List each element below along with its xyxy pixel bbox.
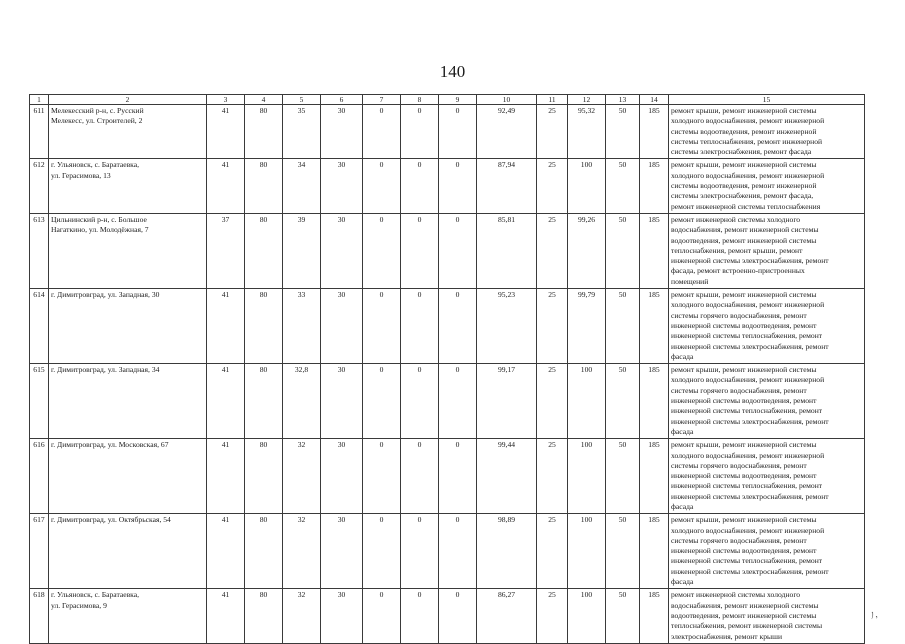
works-line: системы горячего водоснабжения, ремонт (671, 460, 807, 470)
works-cell (669, 364, 865, 439)
value-cell-4: 80 (245, 105, 283, 159)
value-cell-11: 25 (537, 105, 568, 159)
value-cell-6: 30 (321, 213, 363, 288)
column-number: 12 (568, 95, 606, 105)
address-line: г. Димитровград, ул. Западная, 30 (51, 290, 160, 300)
works-line: холодного водоснабжения, ремонт инженерной (671, 450, 825, 460)
works-line: системы теплоснабжения, ремонт инженерной (671, 136, 823, 146)
value-cell-14: 185 (640, 364, 669, 439)
works-cell (669, 439, 865, 514)
address-line: ул. Герасимова, 9 (51, 600, 107, 610)
value-cell-12: 100 (568, 514, 606, 589)
value-cell-9: 0 (439, 289, 477, 364)
address-line: Мелекесский р-н, с. Русский (51, 106, 144, 115)
value-cell-10: 99,17 (477, 364, 537, 439)
value-cell-6: 30 (321, 105, 363, 159)
works-line: системы горячего водоснабжения, ремонт (671, 310, 807, 320)
value-cell-5: 32 (283, 589, 321, 644)
address-cell (49, 589, 207, 644)
table-row (30, 105, 865, 159)
value-cell-8: 0 (401, 159, 439, 213)
value-cell-13: 50 (606, 364, 640, 439)
value-cell-11: 25 (537, 364, 568, 439)
works-cell (669, 159, 865, 213)
registry-table (29, 94, 865, 644)
table-row (30, 159, 865, 213)
table-row (30, 589, 865, 644)
value-cell-6: 30 (321, 514, 363, 589)
table-row (30, 439, 865, 514)
value-cell-7: 0 (363, 439, 401, 514)
value-cell-5: 32,8 (283, 364, 321, 439)
value-cell-7: 0 (363, 105, 401, 159)
address-line: г. Ульяновск, с. Баратаевка, (51, 590, 140, 600)
value-cell-14: 185 (640, 159, 669, 213)
value-cell-6: 30 (321, 289, 363, 364)
works-cell (669, 213, 865, 288)
works-line: ремонт крыши, ремонт инженерной системы (671, 290, 817, 300)
column-number: 3 (207, 95, 245, 105)
works-line: ремонт инженерной системы холодного (671, 590, 801, 600)
value-cell-9: 0 (439, 105, 477, 159)
value-cell-3: 41 (207, 514, 245, 589)
works-line: системы горячего водоснабжения, ремонт (671, 385, 807, 395)
value-cell-14: 185 (640, 589, 669, 644)
works-line: системы водоотведения, ремонт инженерной (671, 126, 817, 136)
table-row (30, 289, 865, 364)
value-cell-5: 35 (283, 105, 321, 159)
column-number: 6 (321, 95, 363, 105)
value-cell-11: 25 (537, 514, 568, 589)
column-number: 1 (30, 95, 49, 105)
value-cell-9: 0 (439, 159, 477, 213)
value-cell-4: 80 (245, 364, 283, 439)
value-cell-8: 0 (401, 289, 439, 364)
works-line: ремонт крыши, ремонт инженерной системы (671, 160, 817, 170)
column-number: 10 (477, 95, 537, 105)
value-cell-10: 92,49 (477, 105, 537, 159)
page-number: 140 (439, 62, 466, 81)
value-cell-3: 41 (207, 364, 245, 439)
works-line: электроснабжения, ремонт крыши (671, 631, 783, 641)
works-line: холодного водоснабжения, ремонт инженерной (671, 375, 825, 385)
column-number: 7 (363, 95, 401, 105)
column-number: 9 (439, 95, 477, 105)
value-cell-7: 0 (363, 589, 401, 644)
value-cell-8: 0 (401, 514, 439, 589)
works-line: ремонт крыши, ремонт инженерной системы (671, 106, 817, 115)
value-cell-3: 37 (207, 213, 245, 288)
works-line: ремонт крыши, ремонт инженерной системы (671, 365, 817, 375)
value-cell-7: 0 (363, 159, 401, 213)
value-cell-13: 50 (606, 589, 640, 644)
works-line: ремонт крыши, ремонт инженерной системы (671, 515, 817, 525)
column-number: 14 (640, 95, 669, 105)
value-cell-5: 39 (283, 213, 321, 288)
value-cell-5: 32 (283, 439, 321, 514)
address-cell (49, 213, 207, 288)
value-cell-12: 95,32 (568, 105, 606, 159)
works-line: ремонт инженерной системы теплоснабжения (671, 201, 821, 211)
works-line: системы водоотведения, ремонт инженерной (671, 181, 817, 191)
row-number: 614 (30, 289, 49, 364)
value-cell-3: 41 (207, 289, 245, 364)
address-line: ул. Герасимова, 13 (51, 170, 111, 180)
address-line: Цильнинский р-н, с. Большое (51, 214, 147, 224)
column-number: 2 (49, 95, 207, 105)
value-cell-9: 0 (439, 514, 477, 589)
works-line: системы горячего водоснабжения, ремонт (671, 535, 807, 545)
address-cell (49, 289, 207, 364)
row-number: 616 (30, 439, 49, 514)
works-line: водоснабжения, ремонт инженерной системы (671, 225, 819, 235)
works-cell (669, 105, 865, 159)
value-cell-4: 80 (245, 439, 283, 514)
value-cell-13: 50 (606, 289, 640, 364)
works-line: системы электроснабжения, ремонт фасада (671, 147, 812, 157)
value-cell-14: 185 (640, 105, 669, 159)
table-row (30, 364, 865, 439)
value-cell-4: 80 (245, 159, 283, 213)
works-line: инженерной системы водоотведения, ремонт (671, 396, 817, 406)
works-line: инженерной системы электроснабжения, ремонт (671, 566, 829, 576)
column-number: 5 (283, 95, 321, 105)
table-row (30, 514, 865, 589)
value-cell-6: 30 (321, 364, 363, 439)
value-cell-7: 0 (363, 213, 401, 288)
works-line: фасада, ремонт встроенно-пристроенных (671, 266, 805, 276)
column-number-row (30, 95, 865, 105)
value-cell-4: 80 (245, 514, 283, 589)
table-row (30, 213, 865, 288)
works-line: инженерной системы теплоснабжения, ремонт (671, 556, 823, 566)
works-line: теплоснабжения, ремонт инженерной системы (671, 621, 823, 631)
address-line: г. Димитровград, ул. Октябрьская, 54 (51, 515, 171, 525)
works-line: инженерной системы теплоснабжения, ремонт (671, 481, 823, 491)
works-line: водоотведения, ремонт инженерной системы (671, 610, 817, 620)
value-cell-6: 30 (321, 589, 363, 644)
works-line: фасада (671, 501, 694, 511)
address-cell (49, 159, 207, 213)
value-cell-8: 0 (401, 105, 439, 159)
works-line: ремонт инженерной системы холодного (671, 214, 801, 224)
value-cell-4: 80 (245, 213, 283, 288)
value-cell-3: 41 (207, 439, 245, 514)
value-cell-5: 33 (283, 289, 321, 364)
value-cell-14: 185 (640, 514, 669, 589)
works-line: системы электроснабжения, ремонт фасада, (671, 191, 814, 201)
address-cell (49, 364, 207, 439)
value-cell-11: 25 (537, 439, 568, 514)
value-cell-14: 185 (640, 289, 669, 364)
row-number: 611 (30, 105, 49, 159)
value-cell-11: 25 (537, 213, 568, 288)
handwritten-mark: ﾉ, (868, 609, 879, 621)
value-cell-3: 41 (207, 105, 245, 159)
works-line: помещений (671, 276, 709, 286)
value-cell-4: 80 (245, 289, 283, 364)
column-number: 15 (669, 95, 865, 105)
value-cell-13: 50 (606, 213, 640, 288)
column-number: 13 (606, 95, 640, 105)
works-cell (669, 514, 865, 589)
address-cell (49, 514, 207, 589)
column-number: 8 (401, 95, 439, 105)
works-cell (669, 589, 865, 644)
works-line: водоотведения, ремонт инженерной системы (671, 235, 817, 245)
value-cell-4: 80 (245, 589, 283, 644)
works-line: фасада (671, 577, 694, 587)
column-number: 11 (537, 95, 568, 105)
value-cell-10: 87,94 (477, 159, 537, 213)
works-line: фасада (671, 426, 694, 436)
value-cell-12: 100 (568, 589, 606, 644)
value-cell-13: 50 (606, 159, 640, 213)
works-line: инженерной системы водоотведения, ремонт (671, 320, 817, 330)
works-line: водоснабжения, ремонт инженерной системы (671, 600, 819, 610)
address-line: г. Ульяновск, с. Баратаевка, (51, 160, 140, 170)
row-number: 617 (30, 514, 49, 589)
value-cell-13: 50 (606, 105, 640, 159)
value-cell-8: 0 (401, 364, 439, 439)
value-cell-13: 50 (606, 439, 640, 514)
row-number: 615 (30, 364, 49, 439)
value-cell-12: 100 (568, 159, 606, 213)
value-cell-12: 100 (568, 364, 606, 439)
works-line: холодного водоснабжения, ремонт инженерной (671, 116, 825, 126)
works-line: ремонт крыши, ремонт инженерной системы (671, 440, 817, 450)
row-number: 612 (30, 159, 49, 213)
works-line: инженерной системы теплоснабжения, ремонт (671, 331, 823, 341)
value-cell-14: 185 (640, 213, 669, 288)
value-cell-11: 25 (537, 589, 568, 644)
works-line: инженерной системы электроснабжения, ремонт (671, 341, 829, 351)
address-line: г. Димитровград, ул. Западная, 34 (51, 365, 160, 375)
works-line: теплоснабжения, ремонт крыши, ремонт (671, 245, 803, 255)
works-line: холодного водоснабжения, ремонт инженерной (671, 170, 825, 180)
value-cell-7: 0 (363, 364, 401, 439)
value-cell-12: 100 (568, 439, 606, 514)
value-cell-10: 85,81 (477, 213, 537, 288)
value-cell-11: 25 (537, 159, 568, 213)
value-cell-9: 0 (439, 589, 477, 644)
works-line: инженерной системы электроснабжения, ремонт (671, 256, 829, 266)
value-cell-10: 86,27 (477, 589, 537, 644)
value-cell-9: 0 (439, 213, 477, 288)
value-cell-3: 41 (207, 159, 245, 213)
value-cell-8: 0 (401, 213, 439, 288)
value-cell-12: 99,26 (568, 213, 606, 288)
value-cell-6: 30 (321, 159, 363, 213)
works-line: холодного водоснабжения, ремонт инженерной (671, 525, 825, 535)
address-line: г. Димитровград, ул. Московская, 67 (51, 440, 169, 450)
value-cell-12: 99,79 (568, 289, 606, 364)
value-cell-5: 32 (283, 514, 321, 589)
works-line: инженерной системы электроснабжения, ремонт (671, 491, 829, 501)
value-cell-9: 0 (439, 364, 477, 439)
value-cell-5: 34 (283, 159, 321, 213)
works-line: инженерной системы водоотведения, ремонт (671, 471, 817, 481)
value-cell-8: 0 (401, 439, 439, 514)
works-line: холодного водоснабжения, ремонт инженерной (671, 300, 825, 310)
value-cell-10: 95,23 (477, 289, 537, 364)
value-cell-7: 0 (363, 514, 401, 589)
works-line: фасада (671, 351, 694, 361)
value-cell-13: 50 (606, 514, 640, 589)
works-line: инженерной системы электроснабжения, ремонт (671, 416, 829, 426)
value-cell-10: 99,44 (477, 439, 537, 514)
value-cell-11: 25 (537, 289, 568, 364)
value-cell-8: 0 (401, 589, 439, 644)
address-line: Мелекесс, ул. Строителей, 2 (51, 116, 143, 126)
value-cell-3: 41 (207, 589, 245, 644)
address-line: Нагаткино, ул. Молодёжная, 7 (51, 225, 149, 235)
row-number: 613 (30, 213, 49, 288)
column-number: 4 (245, 95, 283, 105)
value-cell-7: 0 (363, 289, 401, 364)
row-number: 618 (30, 589, 49, 644)
value-cell-9: 0 (439, 439, 477, 514)
value-cell-14: 185 (640, 439, 669, 514)
address-cell (49, 439, 207, 514)
value-cell-10: 98,89 (477, 514, 537, 589)
works-line: инженерной системы теплоснабжения, ремонт (671, 406, 823, 416)
value-cell-6: 30 (321, 439, 363, 514)
address-cell (49, 105, 207, 159)
works-cell (669, 289, 865, 364)
works-line: инженерной системы водоотведения, ремонт (671, 546, 817, 556)
